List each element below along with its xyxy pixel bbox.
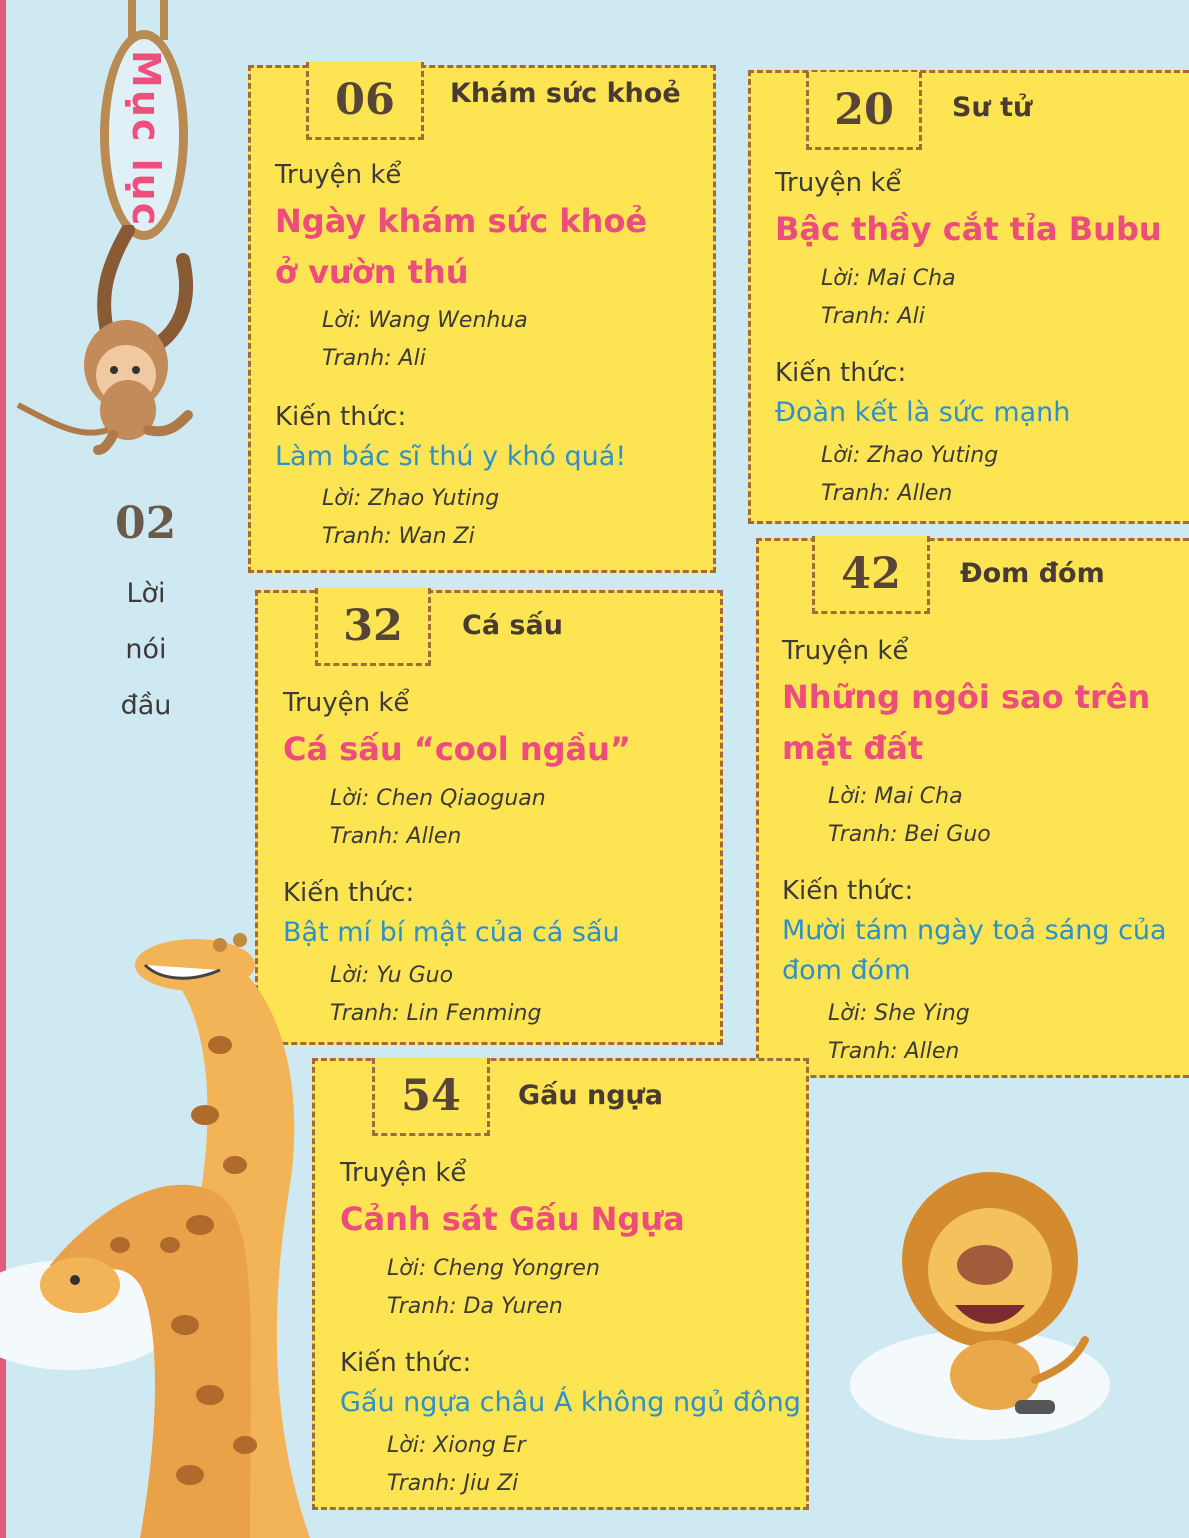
- story-label: Truyện kể: [340, 1158, 467, 1188]
- page-number-tab: 32: [315, 588, 431, 666]
- fact-label: Kiến thức:: [782, 876, 914, 906]
- story-label: Truyện kể: [275, 160, 402, 190]
- story-author: Lời: Mai Cha: [828, 784, 963, 809]
- fact-label: Kiến thức:: [283, 878, 415, 908]
- preface-word: đầu: [120, 690, 172, 721]
- fact-label: Kiến thức:: [775, 358, 907, 388]
- topic-title: Cá sấu: [462, 610, 563, 641]
- story-label: Truyện kể: [782, 636, 909, 666]
- page-number-tab: 54: [372, 1058, 490, 1136]
- fact-label: Kiến thức:: [275, 402, 407, 432]
- topic-title: Sư tử: [952, 92, 1033, 123]
- fact-artist: Tranh: Allen: [828, 1039, 960, 1064]
- toc-card-42[interactable]: [756, 538, 1189, 1078]
- preface-page-number: 02: [115, 498, 177, 549]
- monkey-illustration: [8, 225, 203, 455]
- fact-title: Bật mí bí mật của cá sấu: [283, 917, 620, 948]
- story-author: Lời: Chen Qiaoguan: [330, 786, 546, 811]
- story-title: ở vườn thú: [275, 253, 469, 291]
- story-title: Cảnh sát Gấu Ngựa: [340, 1200, 685, 1238]
- page-number-tab: 20: [806, 72, 922, 150]
- page-number-tab: 06: [306, 62, 424, 140]
- fact-artist: Tranh: Wan Zi: [322, 524, 475, 549]
- story-artist: Tranh: Bei Guo: [828, 822, 991, 847]
- fact-artist: Tranh: Jiu Zi: [387, 1471, 519, 1496]
- story-title: Ngày khám sức khoẻ: [275, 202, 648, 240]
- fact-author: Lời: Yu Guo: [330, 963, 454, 988]
- fact-title: Làm bác sĩ thú y khó quá!: [275, 441, 627, 472]
- story-title: mặt đất: [782, 729, 924, 767]
- story-title: Bậc thầy cắt tỉa Bubu: [775, 210, 1162, 248]
- story-author: Lời: Mai Cha: [821, 266, 956, 291]
- fact-author: Lời: Xiong Er: [387, 1433, 526, 1458]
- fact-title: đom đóm: [782, 955, 911, 986]
- story-label: Truyện kể: [283, 688, 410, 718]
- page-number-tab: 42: [812, 536, 930, 614]
- fact-title: Gấu ngựa châu Á không ngủ đông: [340, 1387, 801, 1418]
- story-artist: Tranh: Allen: [330, 824, 462, 849]
- story-artist: Tranh: Ali: [821, 304, 925, 329]
- topic-title: Khám sức khoẻ: [450, 78, 681, 109]
- fact-author: Lời: Zhao Yuting: [821, 443, 999, 468]
- fact-title: Mười tám ngày toả sáng của: [782, 915, 1167, 946]
- story-title: Những ngôi sao trên: [782, 678, 1151, 716]
- giraffe-illustration: [20, 925, 340, 1538]
- fact-label: Kiến thức:: [340, 1348, 472, 1378]
- topic-title: Đom đóm: [960, 558, 1105, 589]
- page-title: Mục lục: [124, 50, 168, 228]
- story-artist: Tranh: Da Yuren: [387, 1294, 563, 1319]
- fact-artist: Tranh: Lin Fenming: [330, 1001, 542, 1026]
- preface-word: nói: [125, 634, 167, 665]
- fact-author: Lời: She Ying: [828, 1001, 970, 1026]
- fact-artist: Tranh: Allen: [821, 481, 953, 506]
- story-label: Truyện kể: [775, 168, 902, 198]
- story-title: Cá sấu “cool ngầu”: [283, 730, 631, 768]
- story-author: Lời: Cheng Yongren: [387, 1256, 600, 1281]
- fact-title: Đoàn kết là sức mạnh: [775, 397, 1071, 428]
- story-artist: Tranh: Ali: [322, 346, 426, 371]
- topic-title: Gấu ngựa: [518, 1080, 663, 1111]
- fact-author: Lời: Zhao Yuting: [322, 486, 500, 511]
- lion-illustration: [885, 1170, 1115, 1420]
- story-author: Lời: Wang Wenhua: [322, 308, 528, 333]
- preface-word: Lời: [126, 578, 166, 609]
